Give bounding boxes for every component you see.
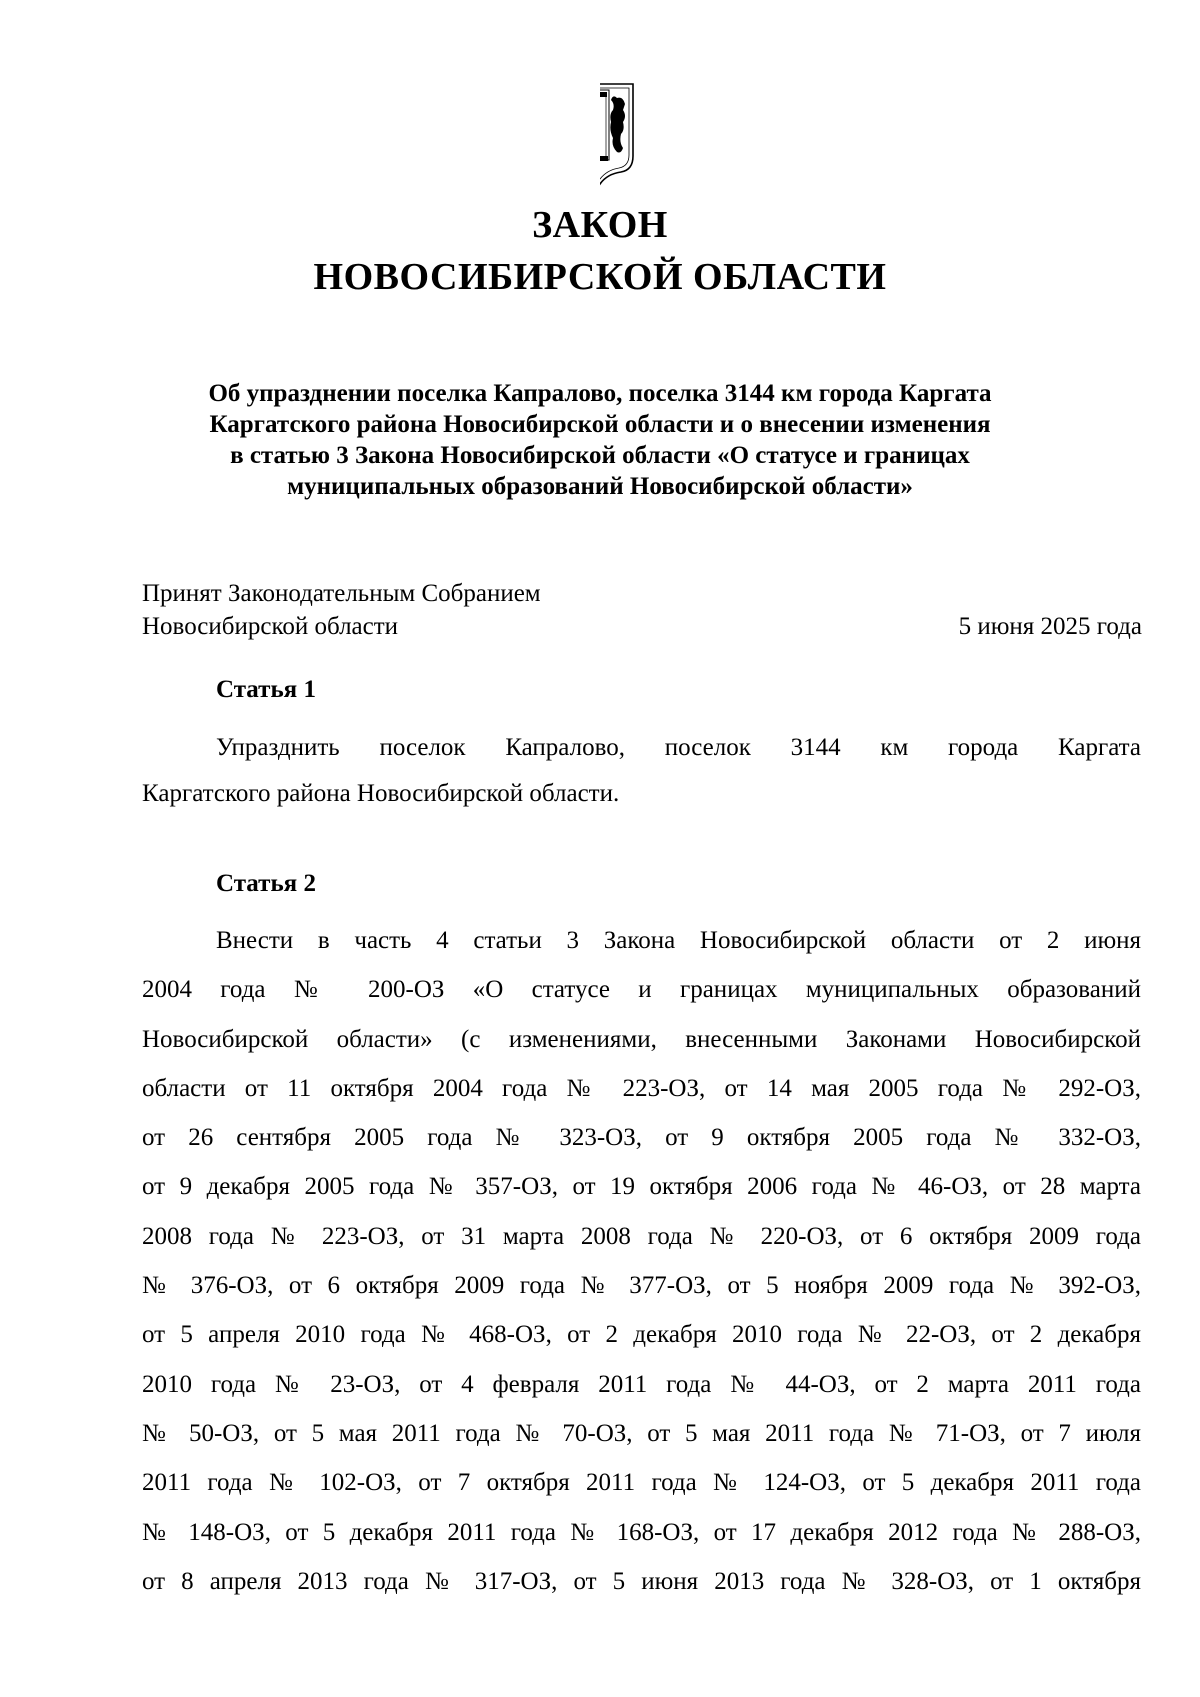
coat-of-arms-icon <box>600 80 674 186</box>
adoption-date: 5 июня 2025 года <box>958 613 1142 640</box>
subject-line: муниципальных образований Новосибирской области» <box>287 473 913 500</box>
text-line: 2008 года № 223-ОЗ, от 31 марта 2008 года № 220-ОЗ, от 6 октября 2009 года <box>142 1222 1141 1250</box>
text-line: от 8 апреля 2013 года № 317-ОЗ, от 5 июня 2013 года № 328-ОЗ, от 1 октября <box>142 1567 1141 1595</box>
document-type: ЗАКОН <box>532 204 668 246</box>
article-2-text <box>142 916 1141 1606</box>
text-line: 2004 года № 200-ОЗ «О статусе и границах муниципальных образований <box>142 976 1141 1004</box>
article-2-heading: Статья 2 <box>216 870 316 897</box>
issuer-name: НОВОСИБИРСКОЙ ОБЛАСТИ <box>313 256 887 298</box>
article-1-heading: Статья 1 <box>216 676 316 703</box>
article-1-text <box>142 725 1141 817</box>
text-line: № 148-ОЗ, от 5 декабря 2011 года № 168-ОЗ, от 17 декабря 2012 года № 288-ОЗ, <box>142 1518 1141 1546</box>
adopted-by-line1: Принят Законодательным Собранием <box>142 580 541 607</box>
text-line: от 9 декабря 2005 года № 357-ОЗ, от 19 октября 2006 года № 46-ОЗ, от 28 марта <box>142 1173 1141 1201</box>
adopted-by-line2: Новосибирской области <box>142 613 399 640</box>
text-line: № 50-ОЗ, от 5 мая 2011 года № 70-ОЗ, от 5 мая 2011 года № 71-ОЗ, от 7 июля <box>142 1419 1141 1447</box>
subject-line: в статью 3 Закона Новосибирской области «О статусе и границах <box>230 442 970 469</box>
law-subject-title <box>150 378 1050 502</box>
text-line: № 376-ОЗ, от 6 октября 2009 года № 377-ОЗ, от 5 ноября 2009 года № 392-ОЗ, <box>142 1272 1141 1300</box>
text-line: от 5 апреля 2010 года № 468-ОЗ, от 2 декабря 2010 года № 22-ОЗ, от 2 декабря <box>142 1321 1141 1349</box>
subject-line: Об упразднении поселка Капралово, поселка 3144 км города Каргата <box>208 380 992 407</box>
text-line: Новосибирской области» (с изменениями, внесенными Законами Новосибирской <box>142 1025 1141 1053</box>
text-line: Упразднить поселок Капралово, поселок 3144 км города Каргата <box>216 734 1141 761</box>
text-line: 2010 года № 23-ОЗ, от 4 февраля 2011 года № 44-ОЗ, от 2 марта 2011 года <box>142 1370 1141 1398</box>
text-line: Внести в часть 4 статьи 3 Закона Новосибирской области от 2 июня <box>216 927 1141 954</box>
adoption-info <box>142 577 1142 643</box>
text-line: от 26 сентября 2005 года № 323-ОЗ, от 9 октября 2005 года № 332-ОЗ, <box>142 1124 1141 1152</box>
text-line: Каргатского района Новосибирской области. <box>142 780 620 807</box>
text-line: области от 11 октября 2004 года № 223-ОЗ, от 14 мая 2005 года № 292-ОЗ, <box>142 1074 1141 1102</box>
subject-line: Каргатского района Новосибирской области и о внесении изменения <box>209 411 991 438</box>
text-line: 2011 года № 102-ОЗ, от 7 октября 2011 года № 124-ОЗ, от 5 декабря 2011 года <box>142 1469 1141 1497</box>
